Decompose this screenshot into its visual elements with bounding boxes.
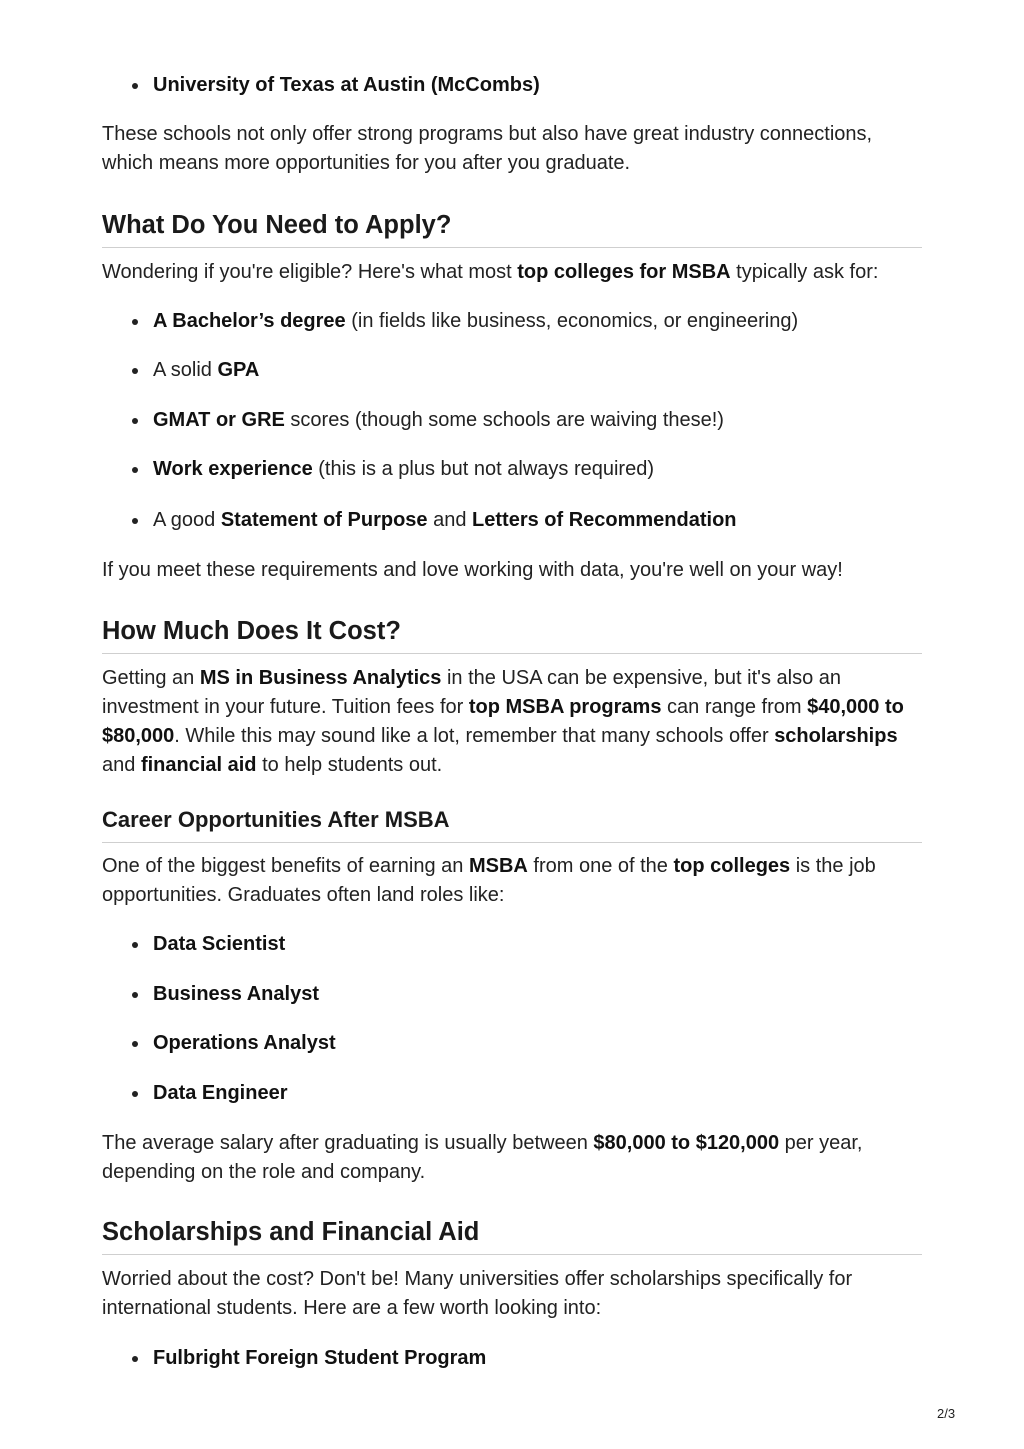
list-item: A Bachelor’s degree (in fields like business, economics, or engineering) [153,307,798,336]
heading-rule [102,247,922,248]
list-item: GMAT or GRE scores (though some schools are waiving these!) [153,406,724,435]
list-item: Work experience (this is a plus but not always required) [153,455,654,484]
paragraph-apply-closing: If you meet these requirements and love working with data, you're well on your way! [102,559,843,581]
heading-career: Career Opportunities After MSBA [102,807,450,832]
list-item: Business Analyst [153,980,319,1009]
page-number: 2/3 [937,1406,956,1421]
heading-cost: How Much Does It Cost? [102,617,401,645]
list-item: Data Engineer [153,1079,287,1108]
paragraph-salary: The average salary after graduating is usually between $80,000 to $120,000 per year, depending on the role and company. [102,1132,863,1183]
list-item: A solid GPA [153,356,259,385]
heading-apply: What Do You Need to Apply? [102,211,452,239]
paragraph-apply-lead: Wondering if you're eligible? Here's what most top colleges for MSBA typically ask for: [102,261,879,283]
list-item: Operations Analyst [153,1029,336,1058]
heading-rule [102,653,922,654]
paragraph-career: One of the biggest benefits of earning an MSBA from one of the top colleges is the job opportunities. Graduates often land roles like: [102,855,876,906]
paragraph-scholarships: Worried about the cost? Don't be! Many universities offer scholarships specifically for international students. Here are a few worth looking into: [102,1268,853,1319]
list-item: Data Scientist [153,930,285,959]
list-item: A good Statement of Purpose and Letters of Recommendation [153,506,737,535]
heading-rule [102,1254,922,1255]
list-item: Fulbright Foreign Student Program [153,1344,486,1373]
heading-scholarships: Scholarships and Financial Aid [102,1218,480,1246]
list-item: University of Texas at Austin (McCombs) [153,71,540,100]
paragraph-cost: Getting an MS in Business Analytics in the USA can be expensive, but it's also an investment in your future. Tuition fees for top MSBA programs can range from $40,000 to $80,000. While this may sound like a lot, remember that many schools offer scholarships and financial aid to help students out. [102,667,904,776]
heading-rule [102,842,922,843]
paragraph-intro: These schools not only offer strong programs but also have great industry connections, which means more opportunities for you after you graduate. [102,123,873,174]
